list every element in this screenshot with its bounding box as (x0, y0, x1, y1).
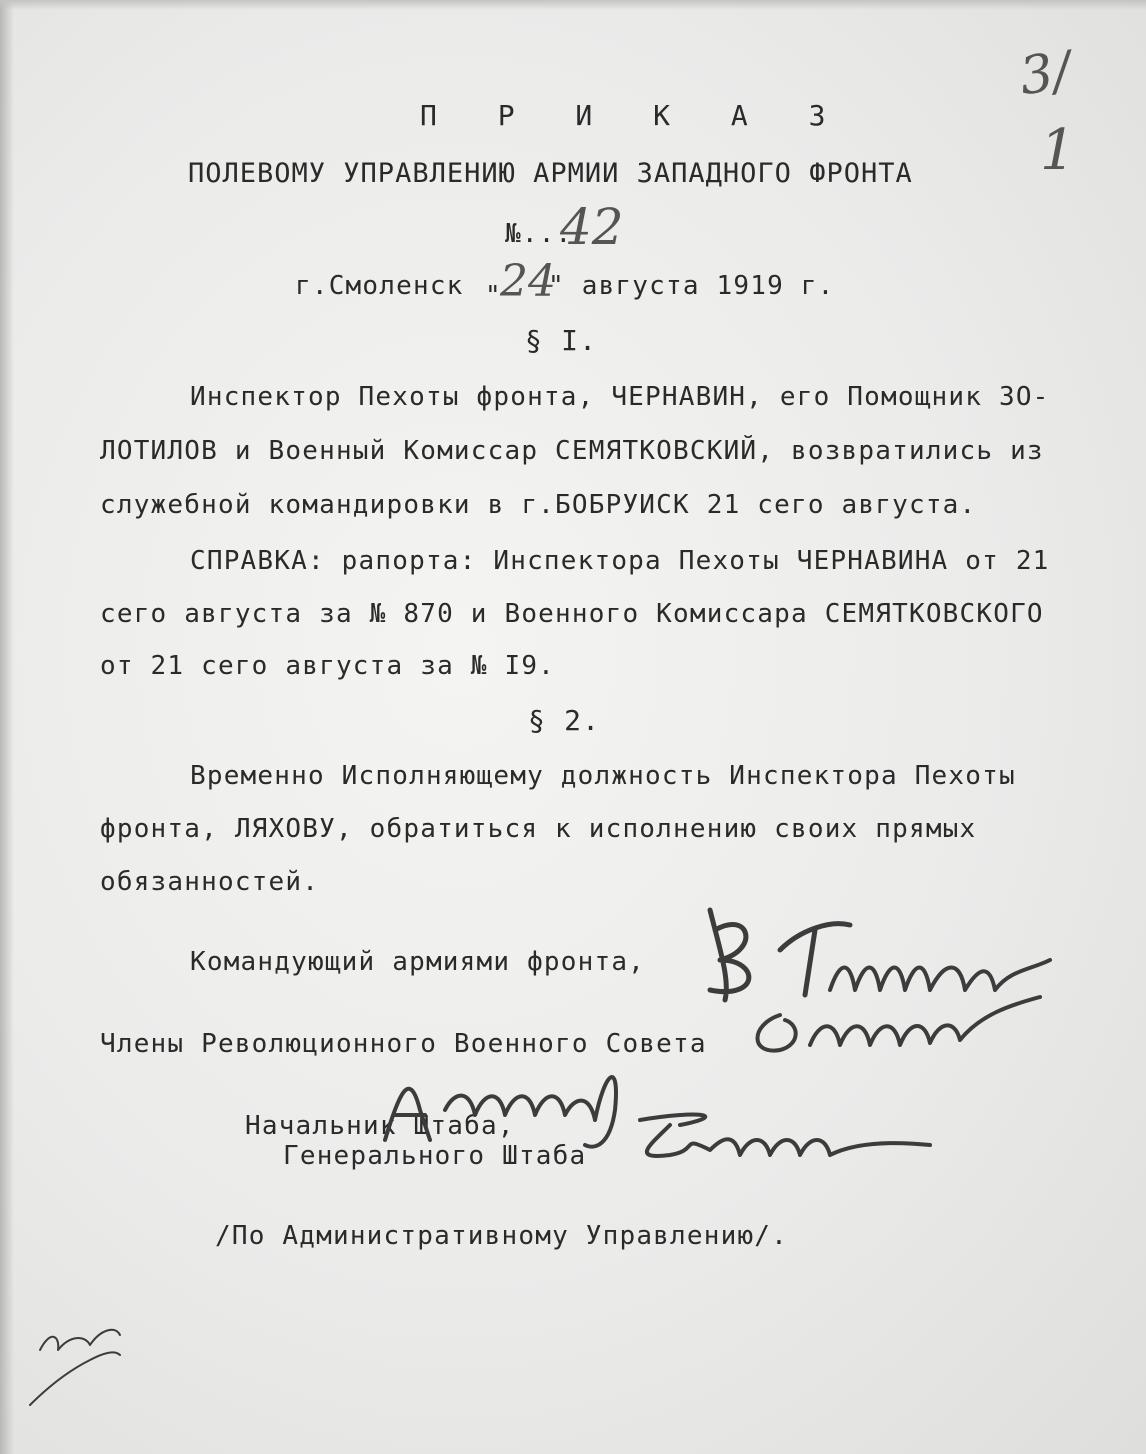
chief-of-staff-label: Начальник Штаба, (245, 1111, 515, 1141)
general-staff-label: Генерального Штаба (283, 1141, 587, 1171)
council-member-signature-icon (740, 985, 1060, 1065)
date-open-quote: " (485, 281, 502, 311)
section-2-mark: § 2. (528, 704, 601, 737)
margin-note-number: 1 (1040, 118, 1076, 183)
council-label: Члены Революционного Военного Совета (100, 1029, 707, 1059)
section-1-mark: § I. (525, 324, 598, 357)
date-rest: августа 1919 г. (581, 271, 835, 301)
margin-note-top: 3/ (1016, 40, 1075, 108)
section-1-line-2: ЛОТИЛОВ и Военный Комиссар СЕМЯТКОВСКИЙ, возвратились из (100, 436, 1044, 466)
section-1-line-1: Инспектор Пехоты фронта, ЧЕРНАВИН, его Помощник ЗО- (190, 382, 1050, 412)
scan-edge-top (0, 0, 1146, 10)
section-2-line-1: Временно Исполняющему должность Инспектора Пехоты (190, 761, 1016, 791)
chief-of-staff-signature-icon (610, 1100, 940, 1180)
margin-pencil-note-icon (20, 1310, 130, 1420)
section-1-ref-line-3: от 21 сего августа за № I9. (100, 651, 556, 681)
date-day-handwritten: 24 (500, 256, 556, 307)
section-1-ref-line-1: СПРАВКА: рапорта: Инспектора Пехоты ЧЕРНАВИНА от 21 (190, 546, 1050, 576)
scan-edge-left (0, 0, 14, 1454)
section-2-line-3: обязанностей. (100, 867, 320, 897)
date-month-year: " августа 1919 г. (548, 271, 835, 301)
document-title: П Р И К А З (420, 99, 848, 132)
section-2-line-2: фронта, ЛЯХОВУ, обратиться к исполнению своих прямых (100, 814, 977, 844)
order-number-handwritten: 42 (560, 198, 624, 256)
footer-department: /По Административному Управлению/. (215, 1221, 789, 1251)
section-1-line-3: служебной командировки в г.БОБРУИСК 21 сего августа. (100, 490, 977, 520)
section-1-ref-line-2: сего августа за № 870 и Военного Комиссара СЕМЯТКОВСКОГО (100, 599, 1044, 629)
date-place: г.Смоленск (295, 271, 464, 301)
document-subtitle: ПОЛЕВОМУ УПРАВЛЕНИЮ АРМИИ ЗАПАДНОГО ФРОНТА (188, 158, 913, 189)
order-number-prefix: №... (505, 219, 573, 249)
commander-label: Командующий армиями фронта, (190, 947, 646, 977)
